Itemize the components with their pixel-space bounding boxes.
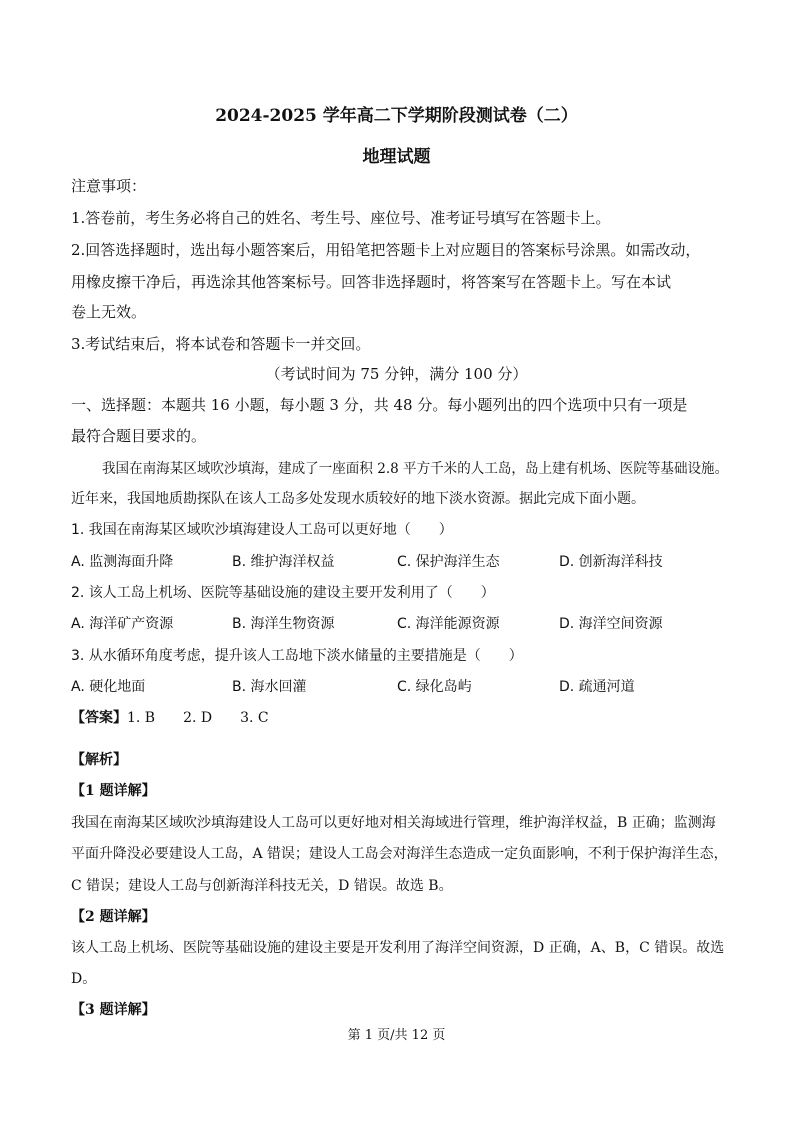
analysis-q1-heading: 【1 题详解】	[71, 783, 156, 799]
question-3-stem: 3. 从水循环角度考虑，提升该人工岛地下淡水储量的主要措施是（ ）	[71, 648, 523, 664]
analysis-q2-line-1: 该人工岛上机场、医院等基础设施的建设主要是开发利用了海洋空间资源，D 正确，A、B，C 错误。故选	[71, 940, 725, 956]
question-2-stem: 2. 该人工岛上机场、医院等基础设施的建设主要开发利用了（ ）	[71, 585, 495, 601]
page-title: 2024-2025 学年高二下学期阶段测试卷（二）	[215, 106, 578, 126]
analysis-q2-heading: 【2 题详解】	[71, 909, 156, 925]
question-3-option-d: D. 疏通河道	[559, 679, 635, 695]
notice-item-3: 3.考试结束后，将本试卷和答题卡一并交回。	[71, 335, 371, 353]
question-2-option-c: C. 海洋能源资源	[397, 616, 500, 632]
analysis-q1-line-2: 平面升降没必要建设人工岛，A 错误；建设人工岛会对海洋生态造成一定负面影响，不利于保护海洋生态，	[71, 846, 728, 862]
section-1-line-2: 最符合题目要求的。	[71, 427, 207, 445]
question-3-option-b: B. 海水回灌	[232, 679, 307, 695]
question-2-option-d: D. 海洋空间资源	[559, 616, 663, 632]
answer-values: 1. B 2. D 3. C	[127, 710, 269, 726]
question-2-option-a: A. 海洋矿产资源	[71, 616, 174, 632]
notice-item-2-line-1: 2.回答选择题时，选出每小题答案后，用铅笔把答题卡上对应题目的答案标号涂黑。如需改动，	[71, 241, 701, 259]
answer-row	[71, 708, 269, 728]
exam-info: （考试时间为 75 分钟，满分 100 分）	[265, 365, 528, 383]
analysis-label: 【解析】	[71, 752, 127, 768]
question-2-option-b: B. 海洋生物资源	[232, 616, 335, 632]
notice-item-1: 1.答卷前，考生务必将自己的姓名、考生号、座位号、准考证号填写在答题卡上。	[71, 209, 611, 227]
analysis-q3-heading: 【3 题详解】	[71, 1002, 156, 1018]
question-1-option-c: C. 保护海洋生态	[397, 554, 500, 570]
passage-line-1: 我国在南海某区域吹沙填海，建成了一座面积 2.8 平方千米的人工岛，岛上建有机场、医院等基础设施。	[102, 461, 729, 477]
question-1-option-a: A. 监测海面升降	[71, 554, 174, 570]
question-1-stem: 1. 我国在南海某区域吹沙填海建设人工岛可以更好地（ ）	[71, 522, 453, 538]
question-3-option-a: A. 硬化地面	[71, 679, 146, 695]
passage-line-2: 近年来，我国地质勘探队在该人工岛多处发现水质较好的地下淡水资源。据此完成下面小题。	[71, 491, 645, 507]
question-1-option-d: D. 创新海洋科技	[559, 554, 663, 570]
analysis-q1-line-3: C 错误；建设人工岛与创新海洋科技无关，D 错误。故选 B。	[71, 878, 453, 894]
analysis-q2-line-2: D。	[71, 971, 97, 987]
answer-label: 【答案】	[71, 710, 127, 726]
page-subtitle: 地理试题	[362, 147, 431, 167]
notice-item-2-line-2: 用橡皮擦干净后，再选涂其他答案标号。回答非选择题时，将答案写在答题卡上。写在本试	[71, 273, 672, 291]
question-3-option-c: C. 绿化岛屿	[397, 679, 472, 695]
notice-item-2-line-3: 卷上无效。	[71, 303, 147, 321]
page-footer: 第 1 页/共 12 页	[347, 1028, 446, 1043]
question-1-option-b: B. 维护海洋权益	[232, 554, 335, 570]
section-1-line-1: 一、选择题：本题共 16 小题，每小题 3 分，共 48 分。每小题列出的四个选项中只有一项是	[71, 396, 688, 414]
analysis-q1-line-1: 我国在南海某区域吹沙填海建设人工岛可以更好地对相关海域进行管理，维护海洋权益，B 正确；监测海	[71, 815, 716, 831]
notice-heading: 注意事项：	[71, 177, 147, 195]
